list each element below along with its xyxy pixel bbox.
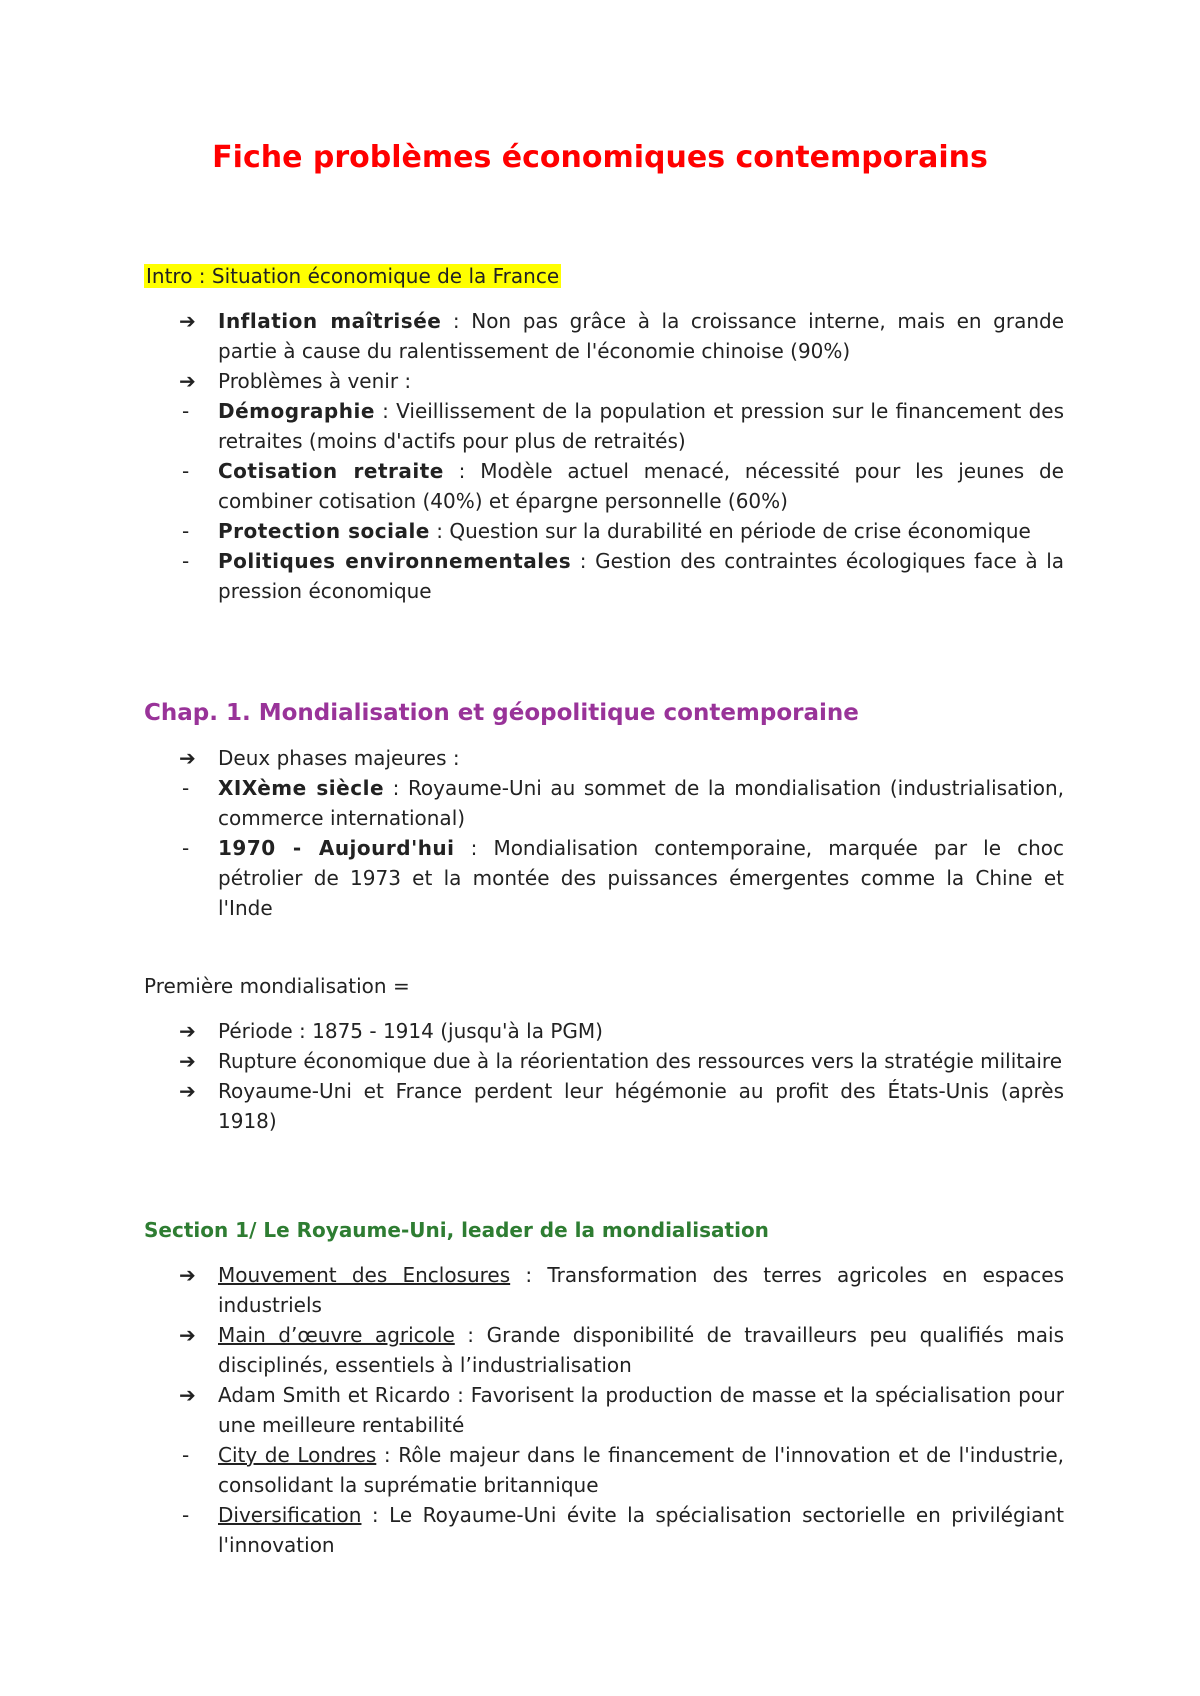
chapter-1-heading: Chap. 1. Mondialisation et géopolitique contemporaine (144, 700, 859, 726)
item-key: Cotisation retraite (218, 459, 444, 483)
dash-bullet-icon: - (182, 459, 190, 483)
item-key: Mouvement des Enclosures (218, 1263, 511, 1287)
arrow-bullet-icon: ➔ (179, 1323, 196, 1347)
item-text: Problèmes à venir : (218, 369, 412, 393)
item-key: Démographie (218, 399, 375, 423)
list-item (144, 1320, 1064, 1380)
list-item (144, 456, 1064, 516)
item-text: Modèle actuel menacé, nécessité pour les jeunes de combiner cotisation (40%) et épargne personnelle (60%) (218, 459, 1064, 513)
arrow-bullet-icon: ➔ (179, 1049, 196, 1073)
dash-bullet-icon: - (182, 1443, 190, 1467)
item-key: Diversification (218, 1503, 362, 1527)
intro-list (144, 306, 1064, 606)
item-key: XIXème siècle (218, 776, 385, 800)
item-separator: : (429, 519, 450, 543)
dash-bullet-icon: - (182, 836, 190, 860)
document-title: Fiche problèmes économiques contemporains (212, 140, 988, 175)
item-text: Deux phases majeures : (218, 746, 460, 770)
list-item (144, 396, 1064, 456)
arrow-bullet-icon: ➔ (179, 1019, 196, 1043)
list-item (144, 306, 1064, 366)
item-separator: : (441, 309, 472, 333)
item-key: 1970 - Aujourd'hui (218, 836, 455, 860)
dash-bullet-icon: - (182, 399, 190, 423)
item-text: Question sur la durabilité en période de crise économique (449, 519, 1031, 543)
first-globalization-list (144, 1016, 1064, 1136)
item-separator: : (454, 836, 494, 860)
list-item (144, 546, 1064, 606)
section-1-heading: Section 1/ Le Royaume-Uni, leader de la mondialisation (144, 1218, 769, 1242)
list-item (144, 366, 1064, 396)
item-text: Adam Smith et Ricardo : Favorisent la production de masse et la spécialisation pour une meilleure rentabilité (218, 1383, 1064, 1437)
list-item (144, 1440, 1064, 1500)
first-globalization-label: Première mondialisation = (144, 974, 410, 998)
item-text: Grande disponibilité de travailleurs peu qualifiés mais disciplinés, essentiels à l’industrialisation (218, 1323, 1064, 1377)
item-text: Transformation des terres agricoles en espaces industriels (218, 1263, 1065, 1317)
section-1-list (144, 1260, 1064, 1560)
item-text: Royaume-Uni et France perdent leur hégémonie au profit des États-Unis (après 1918) (218, 1079, 1064, 1133)
item-key: Protection sociale (218, 519, 430, 543)
item-separator: : (443, 459, 481, 483)
arrow-bullet-icon: ➔ (179, 1079, 196, 1103)
list-item (144, 1016, 1064, 1046)
item-separator: : (384, 776, 408, 800)
list-item (144, 773, 1064, 833)
item-separator: : (454, 1323, 487, 1347)
dash-bullet-icon: - (182, 549, 190, 573)
dash-bullet-icon: - (182, 1503, 190, 1527)
item-key: Main d’œuvre agricole (218, 1323, 455, 1347)
item-separator: : (510, 1263, 548, 1287)
list-item (144, 1500, 1064, 1560)
dash-bullet-icon: - (182, 519, 190, 543)
item-text: Rôle majeur dans le financement de l'innovation et de l'industrie, consolidant la suprématie britannique (218, 1443, 1065, 1497)
item-key: City de Londres (218, 1443, 377, 1467)
item-text: Rupture économique due à la réorientation des ressources vers la stratégie militaire (218, 1049, 1063, 1073)
item-text: Gestion des contraintes écologiques face à la pression économique (218, 549, 1065, 603)
dash-bullet-icon: - (182, 776, 190, 800)
item-key: Inflation maîtrisée (218, 309, 442, 333)
arrow-bullet-icon: ➔ (179, 1383, 196, 1407)
item-separator: : (376, 1443, 399, 1467)
list-item (144, 1380, 1064, 1440)
item-text: Vieillissement de la population et pression sur le financement des retraites (moins d'actifs pour plus de retraités) (218, 399, 1065, 453)
chapter-1-list (144, 743, 1064, 923)
arrow-bullet-icon: ➔ (179, 1263, 196, 1287)
item-text: Royaume-Uni au sommet de la mondialisation (industrialisation, commerce international) (218, 776, 1065, 830)
item-separator: : (361, 1503, 390, 1527)
item-text: Non pas grâce à la croissance interne, mais en grande partie à cause du ralentissement de l'économie chinoise (90%) (218, 309, 1065, 363)
arrow-bullet-icon: ➔ (179, 369, 196, 393)
arrow-bullet-icon: ➔ (179, 309, 196, 333)
list-item (144, 743, 1064, 773)
item-separator: : (571, 549, 596, 573)
list-item (144, 1046, 1064, 1076)
intro-heading (144, 262, 561, 290)
item-separator: : (374, 399, 397, 423)
list-item (144, 516, 1064, 546)
arrow-bullet-icon: ➔ (179, 746, 196, 770)
item-text: Mondialisation contemporaine, marquée par le choc pétrolier de 1973 et la montée des puissances émergentes comme la Chine et l'Inde (218, 836, 1064, 920)
item-text: Période : 1875 - 1914 (jusqu'à la PGM) (218, 1019, 603, 1043)
list-item (144, 1076, 1064, 1136)
list-item (144, 833, 1064, 923)
item-key: Politiques environnementales (218, 549, 572, 573)
intro-heading-text: Intro : Situation économique de la France (146, 264, 560, 288)
list-item (144, 1260, 1064, 1320)
item-text: Le Royaume-Uni évite la spécialisation sectorielle en privilégiant l'innovation (218, 1503, 1065, 1557)
